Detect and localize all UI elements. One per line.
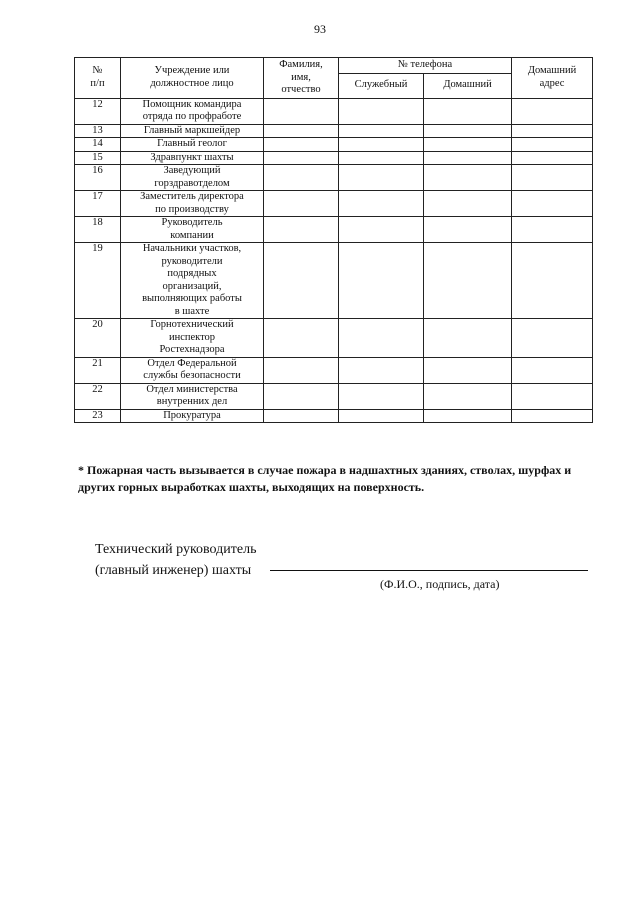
table-row xyxy=(75,409,593,423)
row-home-address-cell xyxy=(512,165,593,191)
header-institution-line: должностное лицо xyxy=(150,77,234,89)
row-phone-home-cell xyxy=(424,124,512,138)
row-institution-line: компании xyxy=(170,229,214,241)
row-phone-office-cell xyxy=(339,124,424,138)
row-name-cell xyxy=(264,243,339,319)
header-num-line: № xyxy=(92,65,103,77)
row-number: 17 xyxy=(75,191,121,217)
header-name-line: отчество xyxy=(281,84,321,95)
row-phone-home-cell xyxy=(424,409,512,423)
row-institution xyxy=(121,138,264,152)
row-home-address-cell xyxy=(512,383,593,409)
row-institution-line: Помощник командира xyxy=(142,98,242,110)
row-number: 22 xyxy=(75,383,121,409)
row-institution-line: Начальники участков, xyxy=(142,243,242,254)
row-name-cell xyxy=(264,409,339,423)
row-name-cell xyxy=(264,124,339,138)
row-phone-office-cell xyxy=(339,165,424,191)
row-phone-home-cell xyxy=(424,383,512,409)
row-home-address-cell xyxy=(512,409,593,423)
row-phone-home-cell xyxy=(424,191,512,217)
row-institution xyxy=(121,98,264,124)
row-institution-line: Заведующий xyxy=(163,165,221,176)
header-phone-office: Служебный xyxy=(339,73,424,98)
signature-caption: (Ф.И.О., подпись, дата) xyxy=(380,577,500,591)
row-phone-home-cell xyxy=(424,98,512,124)
row-phone-office-cell xyxy=(339,151,424,165)
row-phone-home-cell xyxy=(424,217,512,243)
table-row xyxy=(75,151,593,165)
header-name xyxy=(264,58,339,99)
row-name-cell xyxy=(264,138,339,152)
table-body xyxy=(75,98,593,423)
row-institution-line: организаций, xyxy=(162,280,222,292)
row-institution-line: Горнотехнический xyxy=(150,319,234,330)
header-home-address-line: адрес xyxy=(539,77,565,89)
row-institution-line: Заместитель директора xyxy=(140,191,244,202)
row-institution-line: выполняющих работы xyxy=(142,293,242,304)
row-phone-home-cell xyxy=(424,151,512,165)
row-phone-home-cell xyxy=(424,243,512,319)
signature-title-line: Технический руководитель xyxy=(95,542,257,557)
table-row xyxy=(75,217,593,243)
header-name-line: имя, xyxy=(291,71,311,83)
footnote xyxy=(78,462,598,496)
row-phone-home-cell xyxy=(424,165,512,191)
row-institution-line: Руководитель xyxy=(161,217,223,228)
row-institution-line: службы безопасности xyxy=(143,370,241,381)
row-institution-line: внутренних дел xyxy=(156,396,228,407)
header-phone-home: Домашний xyxy=(424,73,512,98)
signature-title-line: (главный инженер) шахты xyxy=(95,563,252,578)
row-home-address-cell xyxy=(512,319,593,358)
row-home-address-cell xyxy=(512,243,593,319)
row-name-cell xyxy=(264,383,339,409)
row-institution-line: отряда по профработе xyxy=(142,111,242,122)
row-name-cell xyxy=(264,357,339,383)
contacts-table xyxy=(74,57,593,423)
table-row xyxy=(75,191,593,217)
row-institution-line: Прокуратура xyxy=(163,409,221,421)
footnote-line: других горных выработках шахты, выходящих на поверхность. xyxy=(78,480,425,494)
signature-line xyxy=(270,570,588,571)
header-home-address xyxy=(512,58,593,99)
row-institution-line: Ростехнадзора xyxy=(159,344,225,355)
table-row xyxy=(75,98,593,124)
row-institution xyxy=(121,357,264,383)
header-name-line: Фамилия, xyxy=(279,59,323,70)
row-institution xyxy=(121,243,264,319)
header-num xyxy=(75,58,121,99)
table-row xyxy=(75,124,593,138)
row-phone-office-cell xyxy=(339,243,424,319)
header-institution-line: Учреждение или xyxy=(154,65,230,77)
row-institution xyxy=(121,383,264,409)
row-number: 16 xyxy=(75,165,121,191)
row-institution-line: подрядных xyxy=(167,268,217,279)
row-phone-office-cell xyxy=(339,98,424,124)
table-row xyxy=(75,383,593,409)
row-phone-home-cell xyxy=(424,319,512,358)
table-row xyxy=(75,138,593,152)
row-phone-office-cell xyxy=(339,357,424,383)
row-home-address-cell xyxy=(512,98,593,124)
row-number: 15 xyxy=(75,151,121,165)
row-institution xyxy=(121,217,264,243)
row-phone-home-cell xyxy=(424,357,512,383)
row-name-cell xyxy=(264,319,339,358)
row-home-address-cell xyxy=(512,357,593,383)
row-phone-office-cell xyxy=(339,138,424,152)
row-number: 21 xyxy=(75,357,121,383)
row-phone-office-cell xyxy=(339,191,424,217)
page-number: 93 xyxy=(314,22,326,36)
row-institution-line: инспектор xyxy=(168,331,216,343)
row-name-cell xyxy=(264,191,339,217)
row-number: 20 xyxy=(75,319,121,358)
table-row xyxy=(75,357,593,383)
row-name-cell xyxy=(264,217,339,243)
row-number: 14 xyxy=(75,138,121,152)
row-institution-line: по производству xyxy=(155,203,229,215)
row-home-address-cell xyxy=(512,124,593,138)
signature-title xyxy=(95,539,256,581)
row-institution xyxy=(121,319,264,358)
row-institution xyxy=(121,191,264,217)
row-phone-office-cell xyxy=(339,319,424,358)
row-number: 18 xyxy=(75,217,121,243)
header-num-line: п/п xyxy=(90,77,105,89)
row-number: 23 xyxy=(75,409,121,423)
row-institution-line: Главный маркшейдер xyxy=(143,124,241,136)
row-home-address-cell xyxy=(512,151,593,165)
row-phone-home-cell xyxy=(424,138,512,152)
row-home-address-cell xyxy=(512,191,593,217)
row-name-cell xyxy=(264,98,339,124)
table-row xyxy=(75,319,593,358)
footnote-line: * Пожарная часть вызывается в случае пожара в надшахтных зданиях, стволах, шурфах и xyxy=(78,463,572,477)
row-institution xyxy=(121,124,264,138)
row-home-address-cell xyxy=(512,138,593,152)
row-phone-office-cell xyxy=(339,383,424,409)
row-name-cell xyxy=(264,151,339,165)
row-number: 19 xyxy=(75,243,121,319)
row-institution-line: руководители xyxy=(161,255,223,267)
row-institution-line: Здравпункт шахты xyxy=(150,151,234,163)
header-home-address-line: Домашний xyxy=(527,65,577,77)
table-row xyxy=(75,165,593,191)
row-name-cell xyxy=(264,165,339,191)
row-institution-line: Отдел Федеральной xyxy=(147,357,237,369)
row-phone-office-cell xyxy=(339,217,424,243)
row-phone-office-cell xyxy=(339,409,424,423)
row-number: 12 xyxy=(75,98,121,124)
table-row xyxy=(75,243,593,319)
row-institution xyxy=(121,409,264,423)
row-number: 13 xyxy=(75,124,121,138)
header-institution xyxy=(121,58,264,99)
row-institution-line: Отдел министерства xyxy=(146,383,238,395)
row-home-address-cell xyxy=(512,217,593,243)
row-institution xyxy=(121,165,264,191)
row-institution-line: горздравотделом xyxy=(154,177,230,189)
row-institution-line: в шахте xyxy=(174,305,210,317)
row-institution-line: Главный геолог xyxy=(157,138,227,149)
header-phone-group: № телефона xyxy=(339,58,512,74)
row-institution xyxy=(121,151,264,165)
